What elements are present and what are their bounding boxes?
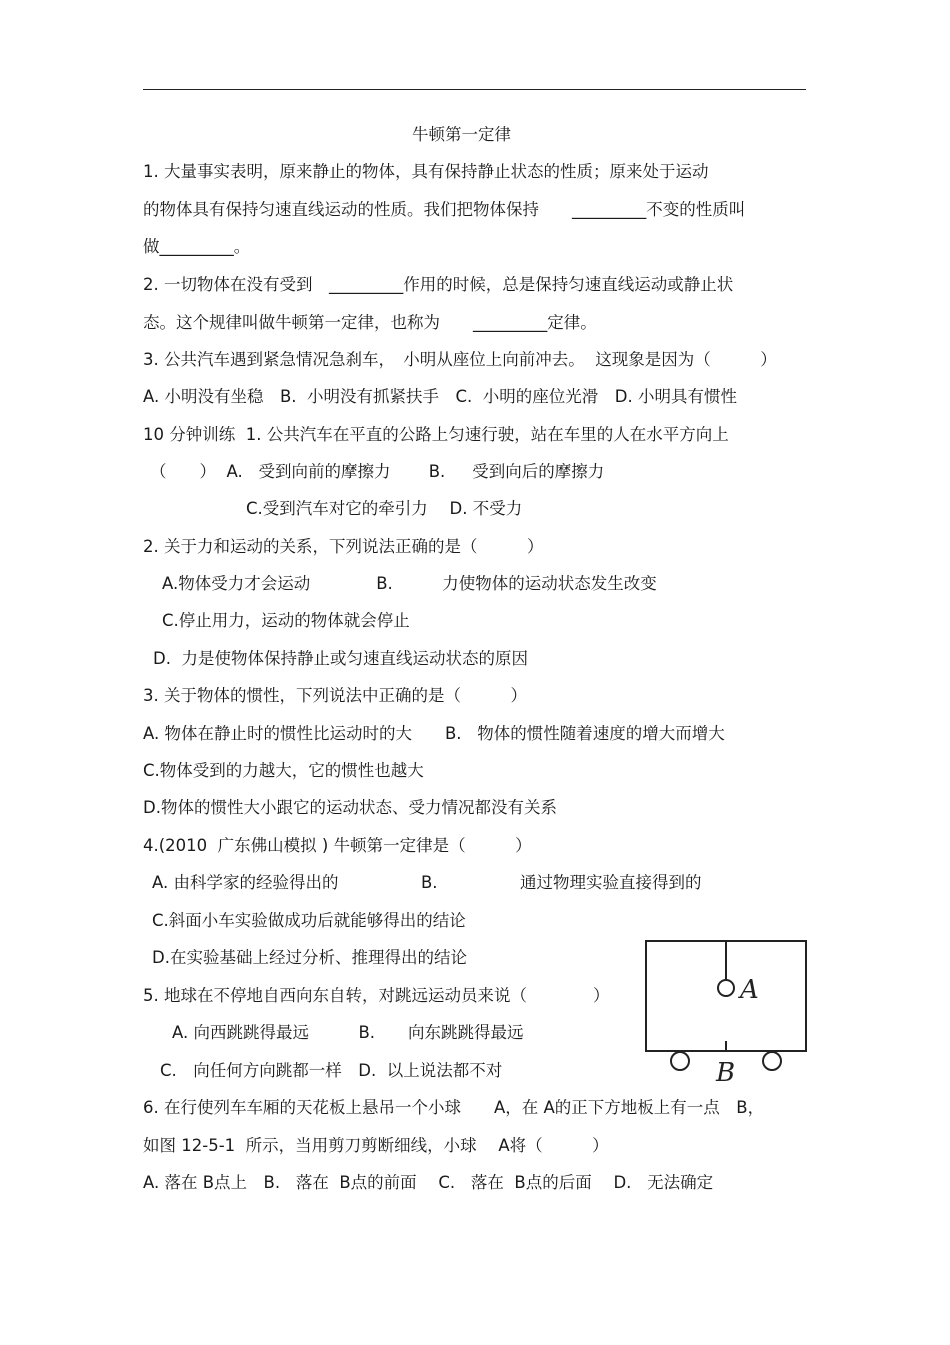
drill-q1-stem: 10 分钟训练 1. 公共汽车在平直的公路上匀速行驶，站在车里的人在水平方向上 [143, 425, 729, 444]
drill-q5-options-ab: A. 向西跳跳得最远 B. 向东跳跳得最远 [172, 1023, 524, 1042]
q3-options: A. 小明没有坐稳 B. 小明没有抓紧扶手 C. 小明的座位光滑 D. 小明具有惯性 [143, 387, 737, 406]
drill-q4-option-c: C.斜面小车实验做成功后就能够得出的结论 [152, 911, 466, 930]
drill-q3-stem: 3. 关于物体的惯性，下列说法中正确的是（ ） [143, 686, 527, 705]
q1-line-3: 做_________。 [143, 237, 251, 256]
q1-line-1: 1. 大量事实表明，原来静止的物体，具有保持静止状态的性质；原来处于运动 [143, 162, 709, 181]
right-wheel [763, 1052, 781, 1070]
q1-line-2: 的物体具有保持匀速直线运动的性质。我们把物体保持 _________不变的性质叫 [143, 200, 746, 219]
hanging-ball [718, 980, 734, 996]
q2-line-2: 态。这个规律叫做牛顿第一定律，也称为 _________定律。 [143, 313, 597, 332]
label-b: B [716, 1058, 736, 1085]
q2-line-1: 2. 一切物体在没有受到 _________作用的时候，总是保持匀速直线运动或静止状 [143, 275, 734, 294]
drill-q3-options-ab: A. 物体在静止时的惯性比运动时的大 B. 物体的惯性随着速度的增大而增大 [143, 724, 725, 743]
drill-q6-options: A. 落在 B点上 B. 落在 B点的前面 C. 落在 B点的后面 D. 无法确定 [143, 1173, 714, 1192]
header-rule [143, 89, 806, 90]
drill-q2-option-d: D. 力是使物体保持静止或匀速直线运动状态的原因 [153, 649, 528, 668]
train-car-figure [640, 935, 812, 1085]
left-wheel [671, 1052, 689, 1070]
drill-q6-stem-2: 如图 12-5-1 所示，当用剪刀剪断细线，小球 A将（ ） [143, 1136, 609, 1155]
q3-stem: 3. 公共汽车遇到紧急情况急刹车， 小明从座位上向前冲去。 这现象是因为（ ） [143, 350, 777, 369]
drill-q3-option-d: D.物体的惯性大小跟它的运动状态、受力情况都没有关系 [143, 798, 557, 817]
page-title: 牛顿第一定律 [412, 125, 511, 144]
label-a: A [740, 975, 759, 1005]
drill-q5-options-cd: C. 向任何方向跳都一样 D. 以上说法都不对 [160, 1061, 503, 1080]
drill-q3-option-c: C.物体受到的力越大，它的惯性也越大 [143, 761, 424, 780]
drill-q2-option-c: C.停止用力，运动的物体就会停止 [162, 611, 410, 630]
drill-q2-options-ab: A.物体受力才会运动 B. 力使物体的运动状态发生改变 [162, 574, 657, 593]
drill-q6-stem-1: 6. 在行使列车车厢的天花板上悬吊一个小球 A，在 A的正下方地板上有一点 B， [143, 1098, 765, 1117]
drill-q1-options-ab: （ ） A. 受到向前的摩擦力 B. 受到向后的摩擦力 [150, 462, 605, 481]
drill-q4-stem: 4.(2010 广东佛山模拟 ) 牛顿第一定律是（ ） [143, 836, 532, 855]
drill-q1-options-cd: C.受到汽车对它的牵引力 D. 不受力 [246, 499, 523, 518]
drill-q5-stem: 5. 地球在不停地自西向东自转，对跳远运动员来说（ ） [143, 986, 610, 1005]
drill-q4-option-d: D.在实验基础上经过分析、推理得出的结论 [152, 948, 467, 967]
drill-q4-options-ab: A. 由科学家的经验得出的 B. 通过物理实验直接得到的 [152, 873, 702, 892]
drill-q2-stem: 2. 关于力和运动的关系，下列说法正确的是（ ） [143, 537, 544, 556]
